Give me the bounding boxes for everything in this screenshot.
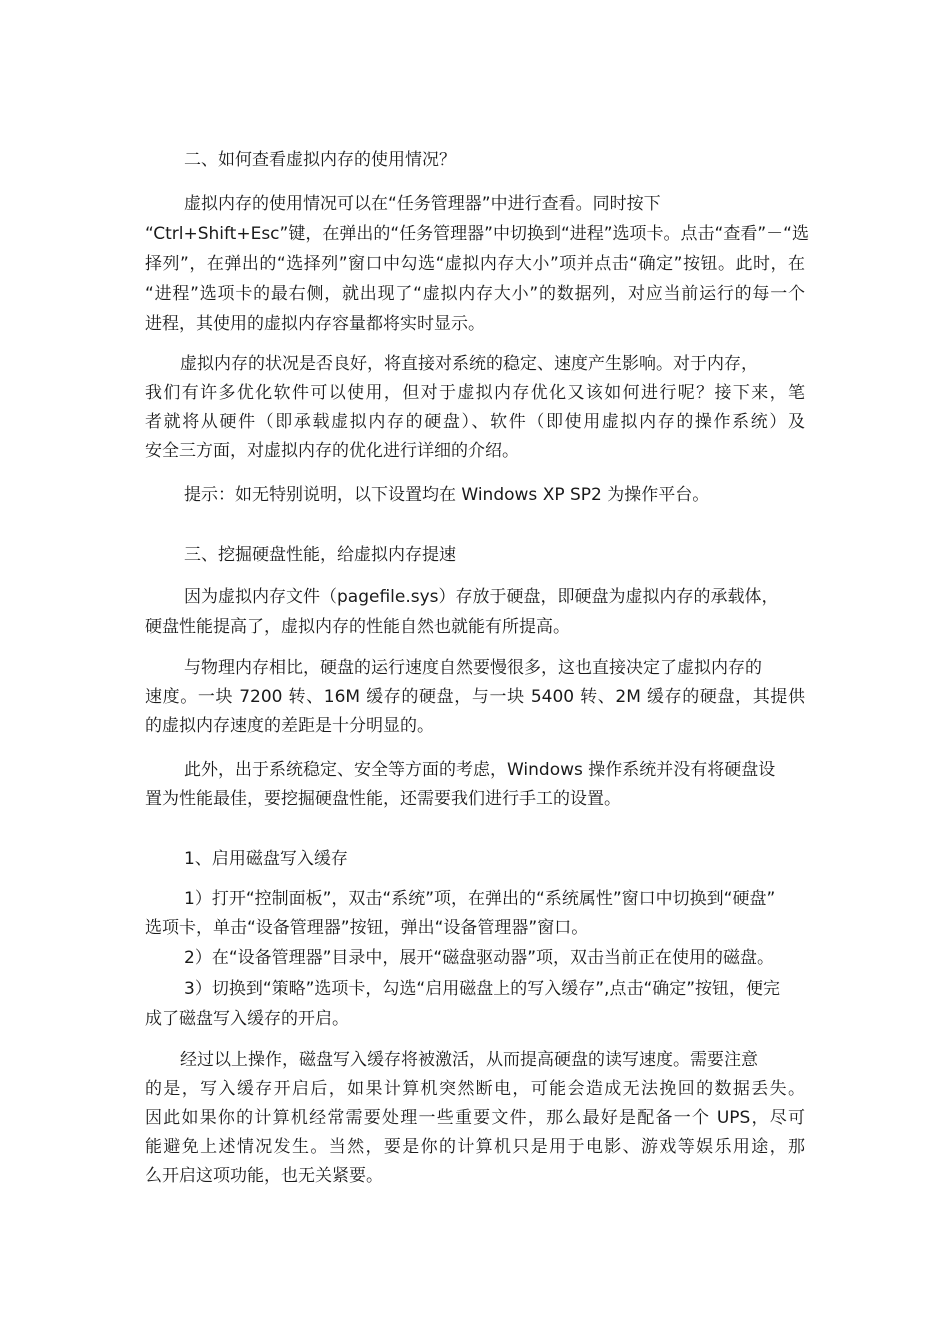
paragraph-line: 择列”，在弹出的“选择列”窗口中勾选“虚拟内存大小”项并点击“确定”按钮。此时，在: [145, 254, 805, 274]
step-line: 1）打开“控制面板”，双击“系统”项，在弹出的“系统属性”窗口中切换到“硬盘”: [184, 889, 776, 909]
paragraph-line: 虚拟内存的使用情况可以在“任务管理器”中进行查看。同时按下: [184, 194, 661, 214]
subsection-heading: 1、启用磁盘写入缓存: [184, 849, 348, 869]
paragraph-line: 因为虚拟内存文件（pagefile.sys）存放于硬盘，即硬盘为虚拟内存的承载体，: [184, 587, 779, 607]
paragraph-line: 么开启这项功能，也无关紧要。: [145, 1166, 383, 1186]
paragraph-line: 进程，其使用的虚拟内存容量都将实时显示。: [145, 314, 485, 334]
paragraph-line: 者就将从硬件（即承载虚拟内存的硬盘）、软件（即使用虚拟内存的操作系统）及: [145, 412, 805, 432]
paragraph-line: 我们有许多优化软件可以使用，但对于虚拟内存优化又该如何进行呢？接下来，笔: [145, 383, 805, 403]
paragraph-line: 硬盘性能提高了，虚拟内存的性能自然也就能有所提高。: [145, 617, 570, 637]
section-heading: 二、如何查看虚拟内存的使用情况？: [184, 150, 456, 170]
paragraph-line: 经过以上操作，磁盘写入缓存将被激活，从而提高硬盘的读写速度。需要注意: [180, 1050, 758, 1070]
section-heading: 三、挖掘硬盘性能，给虚拟内存提速: [184, 545, 456, 565]
paragraph-line: 虚拟内存的状况是否良好，将直接对系统的稳定、速度产生影响。对于内存，: [180, 354, 758, 374]
step-line: 3）切换到“策略”选项卡，勾选“启用磁盘上的写入缓存”,点击“确定”按钮，便完: [184, 979, 781, 999]
paragraph-line: 因此如果你的计算机经常需要处理一些重要文件，那么最好是配备一个 UPS，尽可: [145, 1108, 805, 1128]
step-line: 成了磁盘写入缓存的开启。: [145, 1009, 349, 1029]
tip-line: 提示：如无特别说明，以下设置均在 Windows XP SP2 为操作平台。: [184, 485, 710, 505]
paragraph-line: 与物理内存相比，硬盘的运行速度自然要慢很多，这也直接决定了虚拟内存的: [184, 658, 762, 678]
step-line: 2）在“设备管理器”目录中，展开“磁盘驱动器”项，双击当前正在使用的磁盘。: [184, 948, 775, 968]
paragraph-line: 此外，出于系统稳定、安全等方面的考虑，Windows 操作系统并没有将硬盘设: [184, 760, 776, 780]
paragraph-line: “进程”选项卡的最右侧，就出现了“虚拟内存大小”的数据列，对应当前运行的每一个: [145, 284, 805, 304]
step-line: 选项卡，单击“设备管理器”按钮，弹出“设备管理器”窗口。: [145, 918, 589, 938]
paragraph-line: 速度。一块 7200 转、16M 缓存的硬盘，与一块 5400 转、2M 缓存的硬盘，其提供: [145, 687, 805, 707]
paragraph-line: “Ctrl+Shift+Esc”键，在弹出的“任务管理器”中切换到“进程”选项卡。点击“查看”－“选: [145, 224, 809, 244]
paragraph-line: 的是，写入缓存开启后，如果计算机突然断电，可能会造成无法挽回的数据丢失。: [145, 1079, 805, 1099]
paragraph-line: 置为性能最佳，要挖掘硬盘性能，还需要我们进行手工的设置。: [145, 789, 621, 809]
paragraph-line: 的虚拟内存速度的差距是十分明显的。: [145, 716, 434, 736]
paragraph-line: 安全三方面，对虚拟内存的优化进行详细的介绍。: [145, 441, 519, 461]
paragraph-line: 能避免上述情况发生。当然，要是你的计算机只是用于电影、游戏等娱乐用途，那: [145, 1137, 805, 1157]
